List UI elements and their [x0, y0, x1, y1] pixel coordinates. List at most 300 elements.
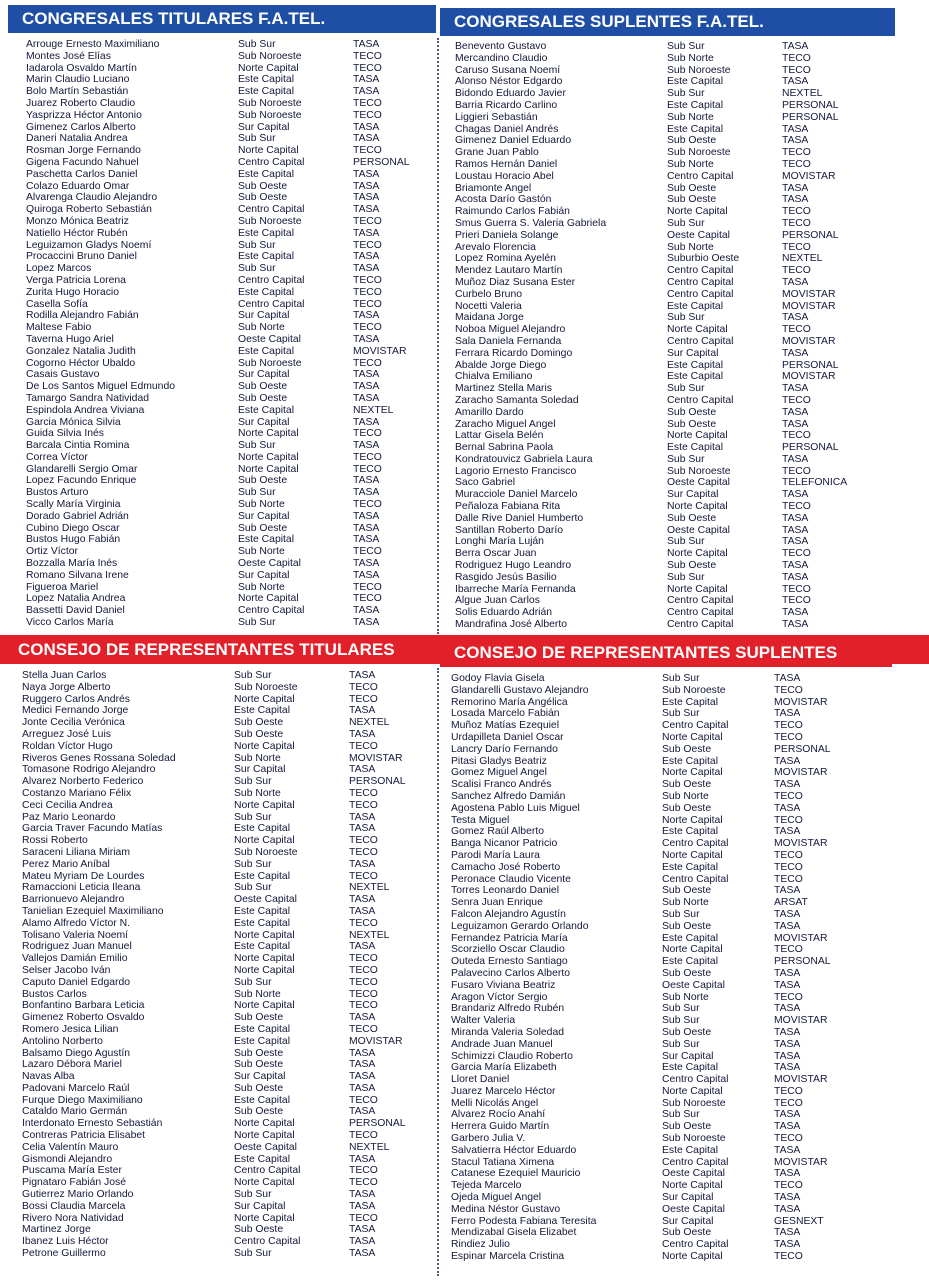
member-name: Quiroga Roberto Sebastián — [26, 204, 152, 216]
member-name: Jonte Cecilia Verónica — [22, 717, 125, 729]
member-name: Gonzalez Natalia Judith — [26, 345, 136, 357]
member-zone: Sur Capital — [234, 1071, 286, 1083]
member-zone: Sub Sur — [234, 858, 272, 870]
member-zone: Sub Oeste — [234, 1106, 284, 1118]
member-company: MOVISTAR — [349, 1035, 403, 1047]
member-company: TASA — [353, 381, 380, 393]
member-company: TASA — [782, 194, 809, 206]
member-company: TECO — [349, 1177, 378, 1189]
member-name: Zaracho Miguel Angel — [455, 418, 556, 430]
member-name: Senra Juan Enrique — [451, 897, 543, 909]
member-zone: Sub Sur — [238, 487, 276, 499]
member-zone: Norte Capital — [662, 731, 723, 743]
member-zone: Este Capital — [662, 1062, 719, 1074]
member-company: TASA — [353, 605, 380, 617]
member-company: MOVISTAR — [353, 345, 407, 357]
member-company: TECO — [349, 953, 378, 965]
member-company: TASA — [782, 383, 809, 395]
member-zone: Este Capital — [234, 705, 291, 717]
member-zone: Sub Noroeste — [662, 1097, 726, 1109]
member-company: TASA — [349, 1153, 376, 1165]
member-zone: Sub Noroeste — [667, 64, 731, 76]
member-company: TASA — [774, 708, 801, 720]
member-zone: Norte Capital — [662, 1180, 723, 1192]
member-name: Lagorio Ernesto Francisco — [455, 465, 577, 477]
member-zone: Este Capital — [234, 1094, 291, 1106]
member-name: Smus Guerra S. Valeria Gabriela — [455, 217, 607, 229]
member-zone: Oeste Capital — [238, 333, 301, 345]
member-name: Rosman Jorge Fernando — [26, 145, 141, 157]
member-zone: Sub Sur — [234, 976, 272, 988]
member-company: TECO — [782, 206, 811, 218]
member-name: Agostena Pablo Luis Miguel — [451, 802, 580, 814]
member-company: NEXTEL — [782, 253, 823, 265]
member-zone: Sub Oeste — [238, 392, 288, 404]
member-zone: Sub Noroeste — [667, 147, 731, 159]
member-zone: Este Capital — [238, 404, 295, 416]
member-company: PERSONAL — [782, 442, 839, 454]
member-zone: Oeste Capital — [667, 477, 730, 489]
member-zone: Centro Capital — [667, 619, 734, 631]
member-name: Scorziello Oscar Claudio — [451, 944, 565, 956]
member-zone: Sub Noroeste — [667, 465, 731, 477]
member-company: TECO — [353, 97, 382, 109]
member-zone: Norte Capital — [662, 1251, 723, 1263]
header-consejo-titulares: CONSEJO DE REPRESENTANTES TITULARES — [4, 636, 434, 664]
member-company: TECO — [353, 463, 382, 475]
member-zone: Centro Capital — [234, 1236, 301, 1248]
member-name: Roldan Víctor Hugo — [22, 740, 113, 752]
member-company: TASA — [774, 979, 801, 991]
member-company: MOVISTAR — [774, 838, 828, 850]
member-name: Tanielian Ezequiel Maximiliano — [22, 905, 164, 917]
member-zone: Centro Capital — [662, 720, 729, 732]
member-zone: Este Capital — [234, 905, 291, 917]
member-zone: Sub Oeste — [238, 381, 288, 393]
member-company: PERSONAL — [782, 111, 839, 123]
member-name: Torres Leonardo Daniel — [451, 885, 560, 897]
member-company: TASA — [353, 74, 380, 86]
member-name: Paschetta Carlos Daniel — [26, 168, 138, 180]
member-company: MOVISTAR — [782, 170, 836, 182]
member-company: TASA — [774, 802, 801, 814]
member-name: Dorado Gabriel Adrián — [26, 510, 129, 522]
member-name: Losada Marcelo Fabián — [451, 708, 560, 720]
member-name: Parodi María Laura — [451, 849, 540, 861]
member-name: Lopez Romina Ayelén — [455, 253, 556, 265]
member-company: TELEFONICA — [782, 477, 848, 489]
member-company: TASA — [353, 39, 380, 50]
member-zone: Sub Norte — [238, 499, 285, 511]
member-company: TASA — [774, 967, 801, 979]
member-company: TASA — [774, 1168, 801, 1180]
member-zone: Este Capital — [662, 956, 719, 968]
member-zone: Norte Capital — [662, 849, 723, 861]
member-company: TASA — [349, 1200, 376, 1212]
member-company: TASA — [774, 755, 801, 767]
member-company: TASA — [349, 894, 376, 906]
member-zone: Suburbio Oeste — [667, 253, 740, 265]
member-company: PERSONAL — [774, 743, 831, 755]
member-name: Mateu Myriam De Lourdes — [22, 870, 145, 882]
member-company: TECO — [353, 274, 382, 286]
member-name: Arrouge Ernesto Maximiliano — [26, 39, 160, 50]
member-company: TASA — [349, 905, 376, 917]
member-company: TASA — [353, 569, 380, 581]
member-name: Alonso Néstor Edgardo — [455, 76, 563, 88]
member-company: TASA — [774, 1203, 801, 1215]
column-divider-top — [437, 38, 439, 634]
member-zone: Sub Norte — [238, 546, 285, 558]
member-company: TECO — [353, 239, 382, 251]
member-name: Lopez Natalia Andrea — [26, 593, 126, 605]
member-company: TASA — [782, 418, 809, 430]
member-company: TASA — [349, 811, 376, 823]
member-zone: Norte Capital — [234, 740, 295, 752]
member-name: Naya Jorge Alberto — [22, 681, 111, 693]
member-company: TECO — [349, 693, 378, 705]
member-company: MOVISTAR — [774, 696, 828, 708]
member-company: TECO — [353, 298, 382, 310]
member-company: TASA — [349, 1059, 376, 1071]
member-company: TASA — [349, 1012, 376, 1024]
member-name: Interdonato Ernesto Sebastián — [22, 1118, 163, 1130]
member-company: TECO — [353, 286, 382, 298]
member-zone: Sub Sur — [234, 1189, 272, 1201]
member-company: TASA — [782, 347, 809, 359]
member-company: PERSONAL — [774, 956, 831, 968]
member-company: TASA — [774, 1144, 801, 1156]
member-zone: Oeste Capital — [667, 229, 730, 241]
member-zone: Sur Capital — [667, 489, 719, 501]
member-name: Ramaccioni Leticia Ileana — [22, 882, 141, 894]
member-zone: Este Capital — [662, 932, 719, 944]
member-zone: Este Capital — [667, 359, 724, 371]
member-company: TECO — [782, 265, 811, 277]
member-name: Saco Gabriel — [455, 477, 516, 489]
member-company: TASA — [774, 908, 801, 920]
member-company: TECO — [774, 720, 803, 732]
member-name: Espinar Marcela Cristina — [451, 1251, 565, 1263]
member-zone: Centro Capital — [238, 605, 305, 617]
member-name: Sala Daniela Fernanda — [455, 335, 562, 347]
member-name: Selser Jacobo Iván — [22, 964, 111, 976]
member-name: Ramos Hernán Daniel — [455, 158, 558, 170]
member-zone: Norte Capital — [662, 944, 723, 956]
member-zone: Sub Oeste — [662, 1026, 712, 1038]
member-zone: Sub Noroeste — [234, 846, 298, 858]
member-name: Pignataro Fabián José — [22, 1177, 126, 1189]
member-zone: Este Capital — [238, 286, 295, 298]
member-name: Casella Sofía — [26, 298, 88, 310]
member-name: Furque Diego Maximiliano — [22, 1094, 143, 1106]
member-name: Perez Mario Aníbal — [22, 858, 110, 870]
member-company: TECO — [353, 593, 382, 605]
member-zone: Sub Sur — [238, 263, 276, 275]
member-name: Bonfantino Barbara Leticia — [22, 1000, 145, 1012]
member-name: Vallejos Damián Emilio — [22, 953, 128, 965]
member-company: TECO — [774, 814, 803, 826]
member-name: Outeda Ernesto Santiago — [451, 956, 568, 968]
member-zone: Este Capital — [662, 696, 719, 708]
member-zone: Norte Capital — [238, 145, 299, 157]
member-zone: Sub Sur — [234, 670, 272, 681]
member-name: Kondratouvicz Gabriela Laura — [455, 453, 593, 465]
member-name: Liggieri Sebastián — [455, 111, 538, 123]
member-name: Colazo Eduardo Omar — [26, 180, 130, 192]
member-company: TECO — [774, 991, 803, 1003]
member-zone: Centro Capital — [667, 335, 734, 347]
member-zone: Sub Oeste — [667, 182, 717, 194]
member-name: Stella Juan Carlos — [22, 670, 107, 681]
member-company: TECO — [782, 241, 811, 253]
member-company: TECO — [782, 465, 811, 477]
member-name: Ibarreche María Fernanda — [455, 583, 576, 595]
member-company: NEXTEL — [353, 404, 394, 416]
member-zone: Sub Sur — [667, 453, 705, 465]
member-name: Rivero Nora Natividad — [22, 1212, 124, 1224]
member-zone: Sub Oeste — [667, 418, 717, 430]
member-name: Acosta Darío Gastón — [455, 194, 552, 206]
member-company: TECO — [774, 944, 803, 956]
member-zone: Norte Capital — [234, 1118, 295, 1130]
member-company: TECO — [774, 1133, 803, 1145]
member-company: TECO — [782, 52, 811, 64]
member-company: TASA — [353, 510, 380, 522]
member-zone: Sur Capital — [238, 310, 290, 322]
member-company: MOVISTAR — [774, 1015, 828, 1027]
member-zone: Sub Sur — [667, 41, 705, 52]
member-zone: Sub Noroeste — [238, 97, 302, 109]
member-company: NEXTEL — [349, 1141, 390, 1153]
member-zone: Sub Noroeste — [234, 681, 298, 693]
member-company: TECO — [349, 1165, 378, 1177]
member-company: TECO — [782, 324, 811, 336]
member-name: Camacho José Roberto — [451, 861, 561, 873]
member-company: TASA — [349, 823, 376, 835]
member-company: TECO — [349, 740, 378, 752]
member-company: TASA — [353, 180, 380, 192]
member-zone: Este Capital — [238, 74, 295, 86]
member-name: Bolo Martín Sebastián — [26, 86, 129, 98]
member-zone: Sub Oeste — [234, 1059, 284, 1071]
member-company: TASA — [349, 705, 376, 717]
member-company: TASA — [349, 670, 376, 681]
member-zone: Este Capital — [662, 1144, 719, 1156]
member-company: TASA — [774, 1109, 801, 1121]
member-name: Zaracho Samanta Soledad — [455, 394, 579, 406]
member-company: TASA — [782, 453, 809, 465]
member-zone: Sub Oeste — [662, 1227, 712, 1239]
member-company: TASA — [774, 1192, 801, 1204]
member-company: TASA — [349, 858, 376, 870]
member-company: TECO — [353, 357, 382, 369]
member-name: Mendez Lautaro Martín — [455, 265, 563, 277]
member-zone: Sub Oeste — [667, 406, 717, 418]
member-zone: Norte Capital — [667, 430, 728, 442]
member-company: TASA — [782, 571, 809, 583]
member-company: TECO — [349, 846, 378, 858]
member-name: Rasgido Jesús Basilio — [455, 571, 557, 583]
member-name: Iadarola Osvaldo Martín — [26, 62, 137, 74]
member-name: Gigena Facundo Nahuel — [26, 156, 139, 168]
member-zone: Sub Oeste — [667, 194, 717, 206]
member-name: Peñaloza Fabiana Rita — [455, 501, 561, 513]
member-company: TASA — [349, 1224, 376, 1236]
member-company: PERSONAL — [782, 229, 839, 241]
member-company: TASA — [782, 406, 809, 418]
member-name: Rossi Roberto — [22, 835, 88, 847]
member-name: Melli Nicolás Angel — [451, 1097, 539, 1109]
member-company: NEXTEL — [349, 717, 390, 729]
member-company: TASA — [774, 1038, 801, 1050]
member-name: Tomasone Rodrigo Alejandro — [22, 764, 156, 776]
member-name: Arevalo Florencia — [455, 241, 536, 253]
member-company: TASA — [349, 1082, 376, 1094]
member-company: MOVISTAR — [774, 767, 828, 779]
member-zone: Sur Capital — [238, 121, 290, 133]
member-company: TASA — [353, 310, 380, 322]
member-name: Remorino María Angélica — [451, 696, 568, 708]
member-zone: Norte Capital — [234, 1130, 295, 1142]
header-consejo-suplentes: CONSEJO DE REPRESENTANTES SUPLENTES — [440, 639, 892, 667]
member-company: TECO — [782, 501, 811, 513]
member-name: Figueroa Mariel — [26, 581, 99, 593]
member-company: TECO — [782, 394, 811, 406]
member-zone: Sub Sur — [662, 1003, 700, 1015]
member-company: MOVISTAR — [774, 932, 828, 944]
member-name: Petrone Guillermo — [22, 1248, 106, 1260]
member-company: TASA — [782, 276, 809, 288]
member-zone: Este Capital — [667, 99, 724, 111]
member-name: Juarez Roberto Claudio — [26, 97, 136, 109]
member-zone: Norte Capital — [234, 953, 295, 965]
member-zone: Centro Capital — [238, 156, 305, 168]
member-zone: Sub Norte — [667, 158, 714, 170]
member-zone: Este Capital — [234, 941, 291, 953]
member-zone: Este Capital — [234, 1153, 291, 1165]
member-name: Rodriguez Hugo Leandro — [455, 560, 572, 572]
member-company: TECO — [774, 873, 803, 885]
member-company: TASA — [353, 263, 380, 275]
member-name: Ferro Podesta Fabiana Teresita — [451, 1215, 597, 1227]
member-zone: Sub Sur — [667, 312, 705, 324]
member-name: Catanese Ezequiel Mauricio — [451, 1168, 581, 1180]
member-name: Montes José Elías — [26, 50, 111, 62]
member-zone: Centro Capital — [667, 276, 734, 288]
member-zone: Centro Capital — [667, 607, 734, 619]
member-zone: Norte Capital — [234, 835, 295, 847]
member-company: TECO — [774, 1085, 803, 1097]
member-zone: Norte Capital — [662, 1085, 723, 1097]
member-name: Tolisano Valeria Noemí — [22, 929, 129, 941]
member-zone: Sub Sur — [667, 571, 705, 583]
member-company: TASA — [349, 941, 376, 953]
member-name: Godoy Flavia Gisela — [451, 673, 545, 684]
member-zone: Sub Oeste — [238, 522, 288, 534]
member-company: MOVISTAR — [349, 752, 403, 764]
member-zone: Sub Norte — [667, 111, 714, 123]
member-name: Santillan Roberto Darío — [455, 524, 564, 536]
member-zone: Sub Oeste — [662, 743, 712, 755]
member-company: MOVISTAR — [774, 1156, 828, 1168]
member-company: TASA — [774, 920, 801, 932]
member-zone: Sub Oeste — [662, 920, 712, 932]
member-zone: Sub Oeste — [234, 1047, 284, 1059]
member-name: Andrade Juan Manuel — [451, 1038, 553, 1050]
member-zone: Norte Capital — [662, 814, 723, 826]
member-name: Salvatierra Héctor Eduardo — [451, 1144, 577, 1156]
member-company: TECO — [349, 787, 378, 799]
member-company: TECO — [353, 145, 382, 157]
member-company: MOVISTAR — [782, 335, 836, 347]
member-company: TECO — [349, 1000, 378, 1012]
member-company: TECO — [774, 684, 803, 696]
member-name: Mercandino Claudio — [455, 52, 548, 64]
member-zone: Sub Sur — [662, 1038, 700, 1050]
member-zone: Sub Norte — [667, 52, 714, 64]
member-company: TECO — [782, 548, 811, 560]
member-zone: Centro Capital — [662, 838, 729, 850]
member-zone: Norte Capital — [667, 206, 728, 218]
member-zone: Oeste Capital — [234, 894, 297, 906]
member-company: TASA — [782, 312, 809, 324]
member-name: Fusaro Viviana Beatriz — [451, 979, 556, 991]
member-zone: Este Capital — [234, 870, 291, 882]
member-zone: Sub Oeste — [234, 1082, 284, 1094]
member-company: TASA — [353, 227, 380, 239]
member-zone: Oeste Capital — [238, 558, 301, 570]
member-name: Muñoz Matías Ezequiel — [451, 720, 560, 732]
member-company: TASA — [782, 512, 809, 524]
member-zone: Sub Sur — [238, 617, 276, 629]
member-name: Scalisi Franco Andrés — [451, 779, 552, 791]
member-zone: Norte Capital — [234, 1177, 295, 1189]
member-name: Bossi Claudia Marcela — [22, 1200, 126, 1212]
member-zone: Centro Capital — [238, 274, 305, 286]
member-name: Fernandez Patricia María — [451, 932, 568, 944]
member-name: Banga Nicanor Patricio — [451, 838, 558, 850]
member-name: Maidana Jorge — [455, 312, 524, 324]
member-name: Herrera Guido Martín — [451, 1121, 550, 1133]
member-zone: Este Capital — [667, 371, 724, 383]
member-company: TASA — [782, 182, 809, 194]
member-name: De Los Santos Miguel Edmundo — [26, 381, 176, 393]
member-company: TASA — [353, 192, 380, 204]
member-name: Tamargo Sandra Natividad — [26, 392, 150, 404]
member-zone: Norte Capital — [662, 767, 723, 779]
member-zone: Centro Capital — [667, 595, 734, 607]
member-zone: Norte Capital — [238, 463, 299, 475]
member-company: PERSONAL — [353, 156, 410, 168]
member-company: TECO — [782, 583, 811, 595]
member-zone: Sub Noroeste — [662, 1133, 726, 1145]
member-name: Verga Patricia Lorena — [26, 274, 126, 286]
member-zone: Centro Capital — [662, 873, 729, 885]
member-zone: Norte Capital — [667, 548, 728, 560]
member-name: Taverna Hugo Ariel — [26, 333, 114, 345]
member-name: Glandarelli Gustavo Alejandro — [451, 684, 589, 696]
member-zone: Sub Sur — [667, 217, 705, 229]
member-name: Rodilla Alejandro Fabián — [26, 310, 139, 322]
member-zone: Sub Sur — [238, 440, 276, 452]
member-name: Glandarelli Sergio Omar — [26, 463, 138, 475]
member-zone: Norte Capital — [234, 1212, 295, 1224]
member-zone: Norte Capital — [238, 593, 299, 605]
member-zone: Sub Oeste — [667, 135, 717, 147]
member-name: Prieri Daniela Solange — [455, 229, 559, 241]
member-company: TASA — [782, 524, 809, 536]
